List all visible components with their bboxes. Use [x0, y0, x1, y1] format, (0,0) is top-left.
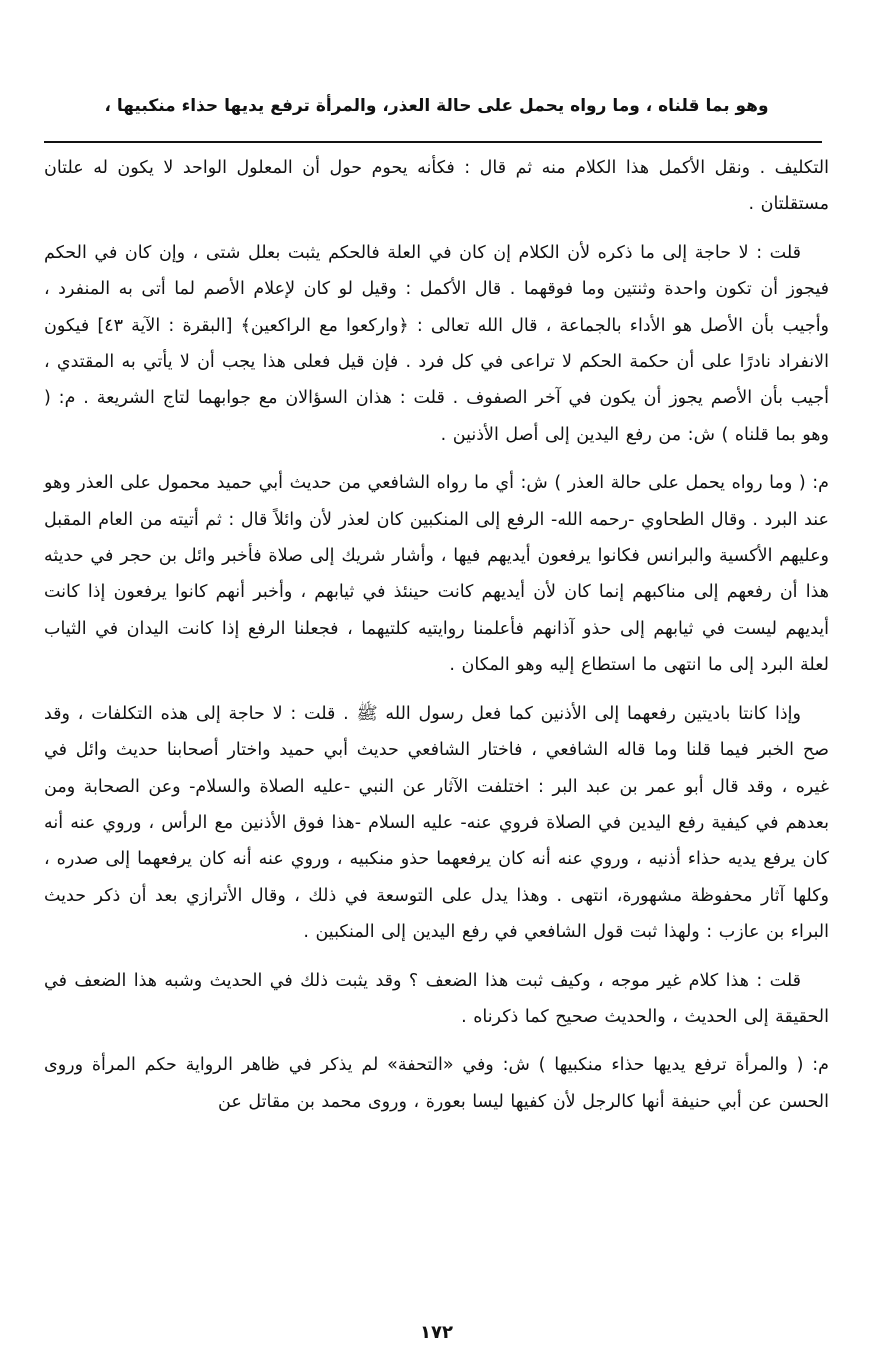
paragraph: م: ( والمرأة ترفع يديها حذاء منكبيها ) ش: وفي «التحفة» لم يذكر في ظاهر الرواية حكم المرأة وروى الحسن عن أبي حنيفة أنها كالرجل لأن كفيها ليسا بعورة ، وروى محمد بن مقاتل عن: [44, 1055, 829, 1112]
paragraph: م: ( وما رواه يحمل على حالة العذر ) ش: أي ما رواه الشافعي من حديث أبي حميد محمول على العذر وهو عند البرد . وقال الطحاوي -رحمه الله- الرفع إلى المنكبين كان لعذر لأن وائلاً قال : ثم أتيته من العام المقبل وعليهم الأكسية والبرانس فكانوا يرفعون أيديهم فيها ، وأشار شريك إلى صلاة فأخبر وائل بن حجر في حديثه هذا أن رفعهم إلى مناكبهم إنما كان لأن أيديهم كانت حينئذ في ثيابهم ، وأخبر أنهم كانوا يرفعون إذا كانت أيديهم ليست في ثيابهم إلى حذو آذانهم فأعلمنا روايتيه كلتيهما ، فجعلنا الرفع إذا كانت اليدان في الثياب لعلة البرد إلى ما انتهى ما استطاع إليه وهو المكان .: [44, 473, 829, 676]
page-body: [44, 150, 829, 1120]
paragraph: وإذا كانتا باديتين رفعهما إلى الأذنين كما فعل رسول الله ﷺ . قلت : لا حاجة إلى هذه التكلفات ، وقد صح الخبر فيما قلنا وما قاله الشافعي ، فاختار الشافعي حديث أبي حميد واختار أصحابنا حديث وائل في غيره ، وقد قال أبو عمر بن عبد البر : اختلفت الآثار عن النبي -عليه الصلاة والسلام- وعن الصحابة ومن بعدهم في كيفية رفع اليدين في الصلاة فروي عنه- عليه السلام -هذا فوق الأذنين مع الرأس ، وروي عنه أنه كان يرفع يديه حذاء أذنيه ، وروي عنه أنه كان يرفعهما حذو منكبيه ، وروي عنه أنه كان يرفعهما إلى صدره ، وكلها آثار محفوظة مشهورة، انتهى . وهذا يدل على التوسعة في ذلك ، وقال الأترازي بعد أن ذكر حديث البراء بن عازب : ولهذا ثبت قول الشافعي في رفع اليدين إلى المنكبين .: [44, 703, 829, 943]
page-number: ١٧٢: [420, 1322, 453, 1343]
paragraph: قلت : هذا كلام غير موجه ، وكيف ثبت هذا الضعف ؟ وقد يثبت ذلك في الحديث وشبه هذا الضعف في الحقيقة إلى الحديث ، والحديث صحيح كما ذكرناه .: [44, 970, 829, 1027]
running-header: وهو بما قلناه ، وما رواه يحمل على حالة العذر، والمرأة ترفع يديها حذاء منكبيها ،: [104, 96, 769, 116]
paragraph: قلت : لا حاجة إلى ما ذكره لأن الكلام إن كان في العلة فالحكم يثبت بعلل شتى ، وإن كان في الحكم فيجوز أن تكون واحدة وثنتين وما فوقهما . قال الأكمل : وقيل لو كان لإعلام الأصم لما أتى به المنفرد ، وأجيب بأن الأصل هو الأداء بالجماعة ، قال الله تعالى : ﴿واركعوا مع الراكعين﴾ [البقرة : الآية ٤٣] فيكون الانفراد نادرًا على أن حكمة الحكم لا تراعى في كل فرد . فإن قيل فعلى هذا يجب أن لا يأتي به المقتدي ، أجيب بأن الأصم يجوز أن يكون في آخر الصفوف . قلت : هذان السؤالان مع جوابهما لتاج الشريعة . م: ( وهو بما قلناه ) ش: من رفع اليدين إلى أصل الأذنين .: [44, 242, 830, 445]
paragraph: التكليف . ونقل الأكمل هذا الكلام منه ثم قال : فكأنه يحوم حول أن المعلول الواحد لا يكون له علتان مستقلتان .: [44, 158, 829, 215]
header-rule: [44, 141, 822, 143]
